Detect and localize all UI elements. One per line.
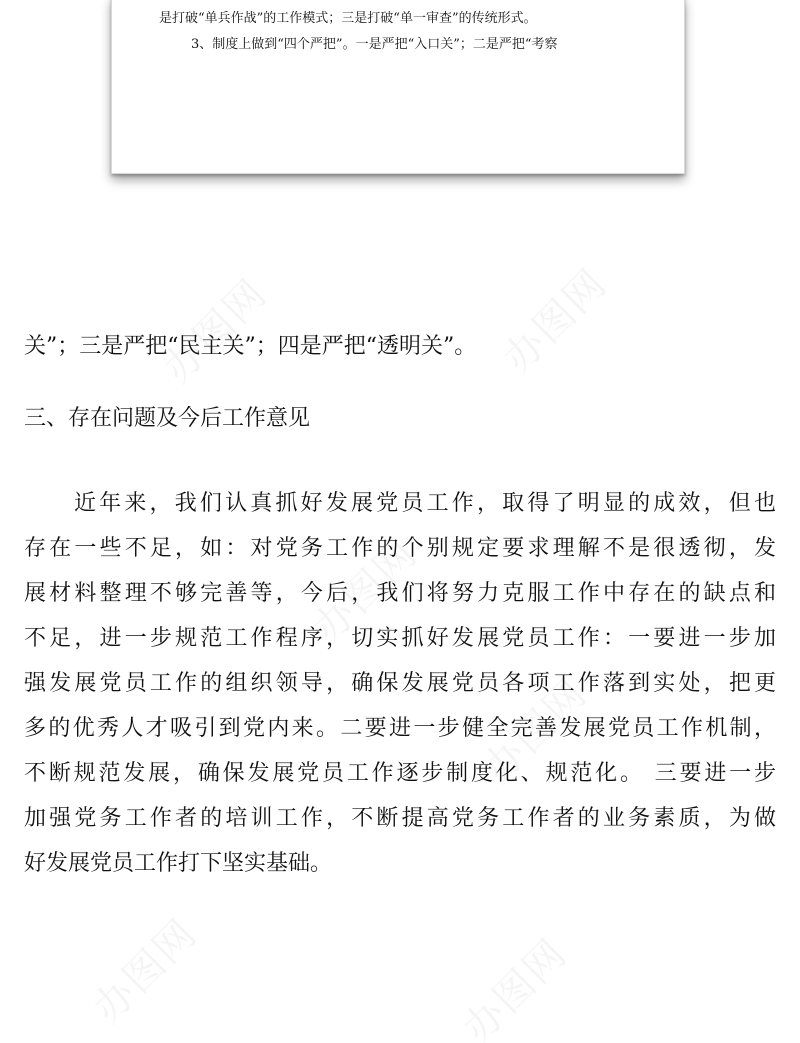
previous-page-card	[111, 0, 685, 174]
paragraph-line: 不断规范发展，确保发展党员工作逐步制度化、规范化。 三要进一步	[24, 761, 776, 786]
watermark	[448, 924, 577, 1043]
body-paragraph	[24, 488, 776, 893]
paragraph-line: 存在一些不足，如：对党务工作的个别规定要求理解不是很透彻，发	[24, 536, 776, 561]
watermark	[488, 254, 617, 383]
paragraph-line: 不足，进一步规范工作程序，切实抓好发展党员工作：一要进一步加	[24, 626, 776, 651]
paragraph-line: 展材料整理不够完善等，今后，我们将努力克服工作中存在的缺点和	[24, 581, 776, 606]
paragraph-line: 好发展党员工作打下坚实基础。	[24, 851, 333, 876]
card-text-line: 是打破“单兵作战”的工作模式；三是打破“单一审查”的传统形式。	[159, 11, 537, 26]
paragraph-line: 近年来，我们认真抓好发展党员工作，取得了明显的成效，但也	[74, 491, 776, 516]
section-heading: 三、存在问题及今后工作意见	[24, 406, 311, 431]
continuation-text: 关”；三是严把“民主关”；四是严把“透明关”。	[24, 334, 477, 359]
watermark	[148, 264, 277, 393]
paragraph-line: 强发展党员工作的组织领导，确保发展党员各项工作落到实处，把更	[24, 671, 776, 696]
paragraph-line: 加强党务工作者的培训工作，不断提高党务工作者的业务素质，为做	[24, 806, 776, 831]
watermark	[78, 904, 207, 1033]
paragraph-line: 多的优秀人才吸引到党内来。二要进一步健全完善发展党员工作机制，	[24, 716, 776, 741]
card-text-line: 3、制度上做到“四个严把”。一是严把“入口关”；二是严把“考察	[191, 37, 558, 52]
